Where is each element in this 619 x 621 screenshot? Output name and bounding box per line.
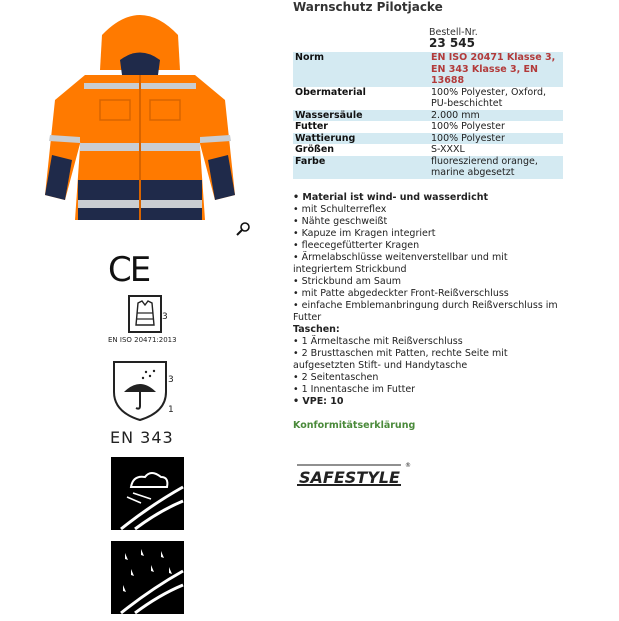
spec-row <box>293 156 563 179</box>
feature-item: • Nähte geschweißt <box>293 216 388 227</box>
conformity-link[interactable]: Konformitätserklärung <box>293 420 416 431</box>
feature-item: • mit Patte abgedeckter Front-Reißverschluss <box>293 288 509 299</box>
spec-value: EN ISO 20471 Klasse 3, EN 343 Klasse 3, EN 13688 <box>429 52 563 87</box>
spec-value: 100% Polyester <box>431 121 505 132</box>
product-title: Warnschutz Pilotjacke <box>293 0 443 14</box>
spec-row <box>293 110 563 122</box>
jacket-image[interactable] <box>40 5 240 235</box>
spec-key: Obermaterial <box>295 86 366 98</box>
spec-value: fluoreszierend orange, marine abgesetzt <box>429 156 563 179</box>
spec-key: Futter <box>295 121 328 132</box>
spec-row <box>293 144 563 156</box>
iso-class: 3 <box>162 312 168 322</box>
feature-item: • einfache Emblemanbringung durch Reißverschluss im Futter <box>293 300 558 323</box>
spec-key: Farbe <box>293 156 429 179</box>
spec-key: Größen <box>295 144 335 155</box>
feature-item: • 1 Innentasche im Futter <box>293 384 416 395</box>
feature-item: • 1 Ärmeltasche mit Reißverschluss <box>293 336 463 347</box>
hi-vis-pictogram <box>128 295 162 333</box>
spec-value: 2.000 mm <box>429 110 563 122</box>
safestyle-logo <box>293 455 413 495</box>
feature-item: • 2 Seitentaschen <box>293 372 379 383</box>
spec-row <box>293 133 563 145</box>
spec-row <box>293 87 563 110</box>
rain-protection-shield-icon <box>110 358 170 422</box>
en343-label: EN 343 <box>110 428 174 447</box>
ce-mark: CE <box>108 250 150 290</box>
shield-class-bottom: 1 <box>168 405 174 415</box>
iso-label: EN ISO 20471:2013 <box>108 336 177 344</box>
feature-item: • fleecegefütterter Kragen <box>293 240 420 251</box>
feature-item: • Material ist wind- und wasserdicht <box>293 192 489 203</box>
feature-item: • Ärmelabschlüsse weitenverstellbar und mit integriertem Strickbund <box>293 252 508 275</box>
svg-text:®: ® <box>405 462 411 469</box>
spec-value: 100% Polyester, Oxford, PU-beschichtet <box>431 86 546 109</box>
rain-weather-pictogram-icon <box>111 541 184 614</box>
product-media <box>0 0 290 621</box>
feature-item: • VPE: 10 <box>293 396 344 407</box>
spec-row <box>293 121 563 133</box>
feature-item: Taschen: <box>293 324 340 335</box>
feature-list <box>293 192 563 408</box>
spec-table <box>293 52 563 179</box>
spec-value: S-XXXL <box>431 144 465 155</box>
spec-key: Norm <box>293 52 429 87</box>
spec-key: Wattierung <box>293 133 429 145</box>
feature-item: • Kapuze im Kragen integriert <box>293 228 436 239</box>
order-number-label: Bestell-Nr. <box>429 27 478 38</box>
spec-key: Wassersäule <box>293 110 429 122</box>
spec-row <box>293 52 563 87</box>
hi-vis-vest-icon <box>130 297 160 331</box>
order-number: 23 545 <box>429 36 475 50</box>
feature-item: • Strickbund am Saum <box>293 276 401 287</box>
logo-text: SAFESTYLE <box>299 468 400 487</box>
zoom-icon[interactable] <box>236 222 250 236</box>
shield-class-top: 3 <box>168 375 174 385</box>
wind-weather-pictogram-icon <box>111 457 184 530</box>
spec-value: 100% Polyester <box>429 133 563 145</box>
feature-item: • 2 Brusttaschen mit Patten, rechte Seite mit aufgesetzten Stift- und Handytasche <box>293 348 508 371</box>
feature-item: • mit Schulterreflex <box>293 204 387 215</box>
